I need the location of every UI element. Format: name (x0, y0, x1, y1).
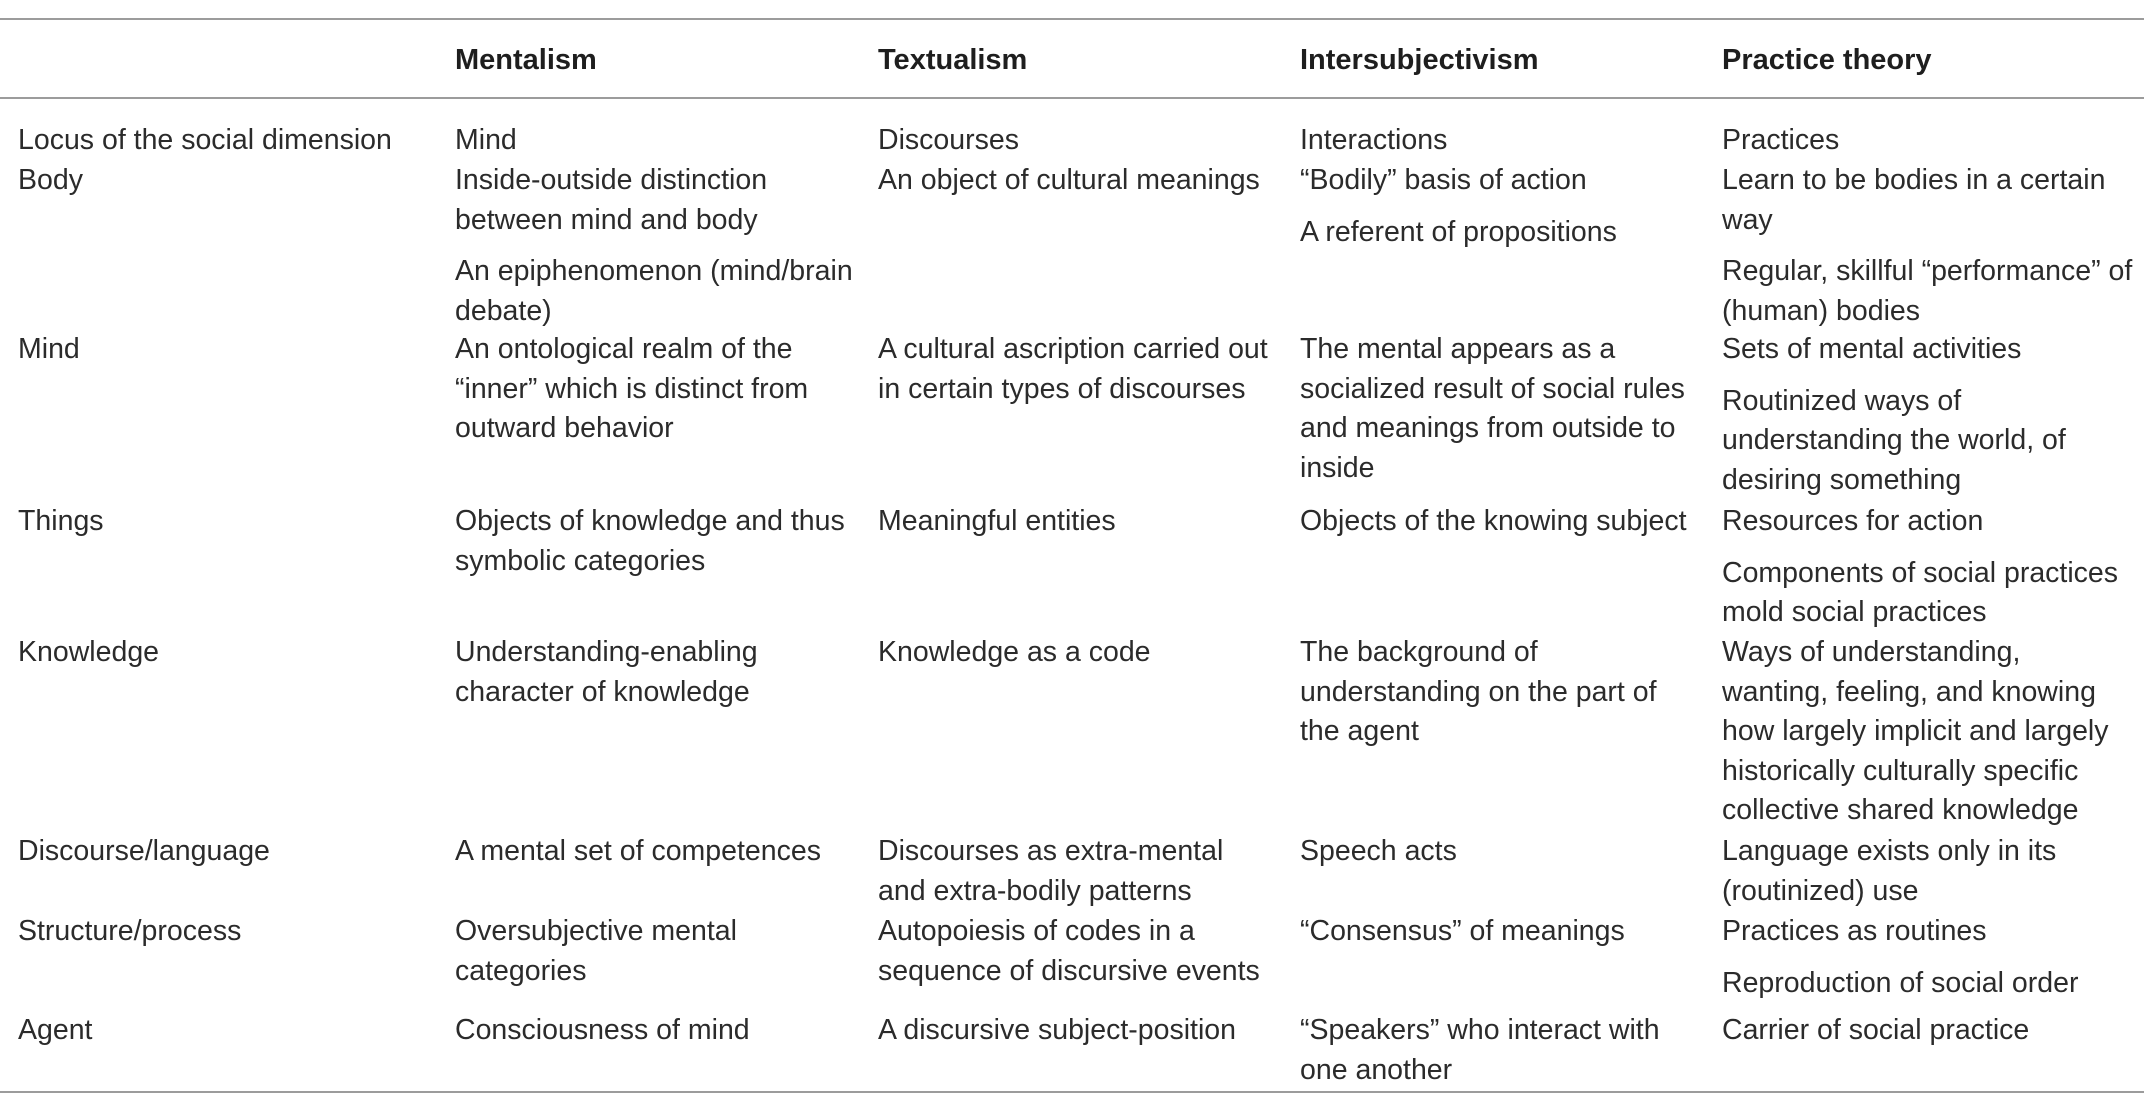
cell-text-line: between mind and body (455, 203, 758, 236)
cell-text-line: Inside-outside distinction (455, 164, 768, 196)
table-cell (878, 161, 1260, 201)
table-cell (878, 330, 1268, 409)
cell-text-line: Ways of understanding, (1722, 636, 2021, 668)
table-cell (878, 502, 1116, 542)
cell-text-line: historically culturally specific (1722, 754, 2079, 787)
table-cell (1722, 912, 2078, 1003)
cell-text-line: “Speakers” who interact with (1300, 1014, 1660, 1046)
cell-text-line: An ontological realm of the (455, 333, 793, 365)
table-cell (1300, 1011, 1660, 1090)
cell-text-line: A mental set of competences (455, 835, 821, 867)
cell-text-line: An epiphenomenon (mind/brain (455, 255, 853, 287)
cell-text-line: Objects of knowledge and thus (455, 505, 845, 537)
table-cell (1722, 832, 2056, 911)
cell-paragraph (455, 502, 845, 581)
row-label: Body (18, 164, 83, 196)
cell-paragraph (1722, 502, 2118, 542)
cell-paragraph (1722, 554, 2118, 633)
cell-text-line: “Consensus” of meanings (1300, 915, 1625, 947)
cell-paragraph (1722, 121, 1839, 161)
cell-text-line: understanding the world, of (1722, 424, 2066, 456)
cell-text-line: categories (455, 954, 587, 987)
cell-paragraph (1722, 161, 2132, 240)
table-cell (1300, 121, 1447, 161)
cell-paragraph (455, 1011, 750, 1051)
cell-text-line: Sets of mental activities (1722, 333, 2022, 365)
table-cell (1300, 633, 1657, 752)
cell-paragraph (1300, 330, 1685, 488)
table-cell (1722, 502, 2118, 633)
cell-text-line: Routinized ways of (1722, 384, 1962, 417)
header-cell-mentalism: Mentalism (455, 44, 597, 76)
cell-text-line: Objects of the knowing subject (1300, 505, 1687, 537)
cell-text-line: and meanings from outside to (1300, 412, 1676, 444)
header-cell-practice-theory: Practice theory (1722, 44, 1932, 76)
cell-text-line: sequence of discursive events (878, 954, 1260, 987)
cell-text-line: Resources for action (1722, 505, 1984, 537)
cell-paragraph (878, 1011, 1236, 1051)
cell-paragraph (455, 252, 853, 331)
row-label: Agent (18, 1014, 93, 1046)
cell-text-line: in certain types of discourses (878, 372, 1246, 405)
table-cell (878, 832, 1223, 911)
cell-text-line: Practices as routines (1722, 915, 1987, 947)
table-cell (1722, 1011, 2029, 1051)
cell-paragraph (1722, 252, 2132, 331)
cell-paragraph (1300, 502, 1687, 542)
cell-text-line: Learn to be bodies in a certain (1722, 164, 2106, 196)
cell-text-line: Reproduction of social order (1722, 966, 2079, 999)
cell-text-line: Language exists only in its (1722, 835, 2057, 867)
row-label: Structure/process (18, 915, 242, 947)
cell-text-line: Knowledge as a code (878, 636, 1151, 668)
cell-text-line: Oversubjective mental (455, 915, 737, 947)
cell-text-line: inside (1300, 451, 1375, 484)
cell-text-line: symbolic categories (455, 544, 706, 577)
cell-paragraph (455, 912, 737, 991)
cell-text-line: collective shared knowledge (1722, 794, 2079, 826)
cell-text-line: Discourses (878, 124, 1019, 156)
cell-paragraph (1722, 832, 2056, 911)
cell-text-line: (human) bodies (1722, 294, 1921, 327)
cell-text-line: way (1722, 203, 1773, 236)
cell-text-line: Meaningful entities (878, 505, 1116, 537)
table-cell (1722, 121, 1839, 161)
cell-text-line: Understanding-enabling (455, 636, 758, 668)
table-cell (455, 502, 845, 581)
cell-text-line: Discourses as extra-mental (878, 835, 1224, 867)
cell-text-line: wanting, feeling, and knowing (1722, 675, 2096, 708)
cell-paragraph (1300, 1011, 1660, 1090)
table-cell (1300, 161, 1617, 252)
cell-text-line: and extra-bodily patterns (878, 874, 1192, 907)
cell-paragraph (1722, 964, 2078, 1004)
cell-paragraph (455, 832, 821, 872)
cell-paragraph (1300, 121, 1447, 161)
table-cell (455, 161, 853, 331)
cell-paragraph (1722, 330, 2066, 370)
cell-text-line: debate) (455, 294, 552, 327)
cell-text-line: A cultural ascription carried out (878, 333, 1268, 365)
table-cell (455, 1011, 750, 1051)
table-cell (878, 1011, 1236, 1051)
top-rule (0, 18, 2144, 20)
cell-paragraph (455, 633, 758, 712)
cell-text-line: understanding on the part of (1300, 675, 1657, 708)
row-label: Mind (18, 333, 80, 365)
table-cell (1300, 832, 1457, 872)
cell-paragraph (878, 832, 1223, 911)
cell-text-line: Regular, skillful “performance” of (1722, 255, 2133, 287)
cell-text-line: (routinized) use (1722, 874, 1919, 907)
cell-text-line: how largely implicit and largely (1722, 715, 2109, 747)
cell-paragraph (878, 502, 1116, 542)
cell-text-line: “inner” which is distinct from (455, 372, 809, 405)
table-cell (1722, 161, 2132, 331)
table-cell (1300, 912, 1625, 952)
table-cell (455, 832, 821, 872)
cell-paragraph (1300, 912, 1625, 952)
header-cell-intersubjectivism: Intersubjectivism (1300, 44, 1539, 76)
cell-paragraph (878, 912, 1260, 991)
cell-paragraph (1300, 832, 1457, 872)
table-cell (878, 121, 1019, 161)
cell-paragraph (878, 121, 1019, 161)
table-cell (455, 912, 737, 991)
table-cell (455, 121, 517, 161)
header-rule (0, 97, 2144, 99)
cell-paragraph (878, 330, 1268, 409)
row-label: Locus of the social dimension (18, 124, 392, 156)
cell-text-line: Interactions (1300, 124, 1448, 156)
row-label: Discourse/language (18, 835, 270, 867)
cell-paragraph (1722, 1011, 2029, 1051)
cell-text-line: socialized result of social rules (1300, 372, 1685, 405)
cell-text-line: “Bodily” basis of action (1300, 164, 1587, 196)
table-cell (455, 633, 758, 712)
table-cell (1300, 330, 1685, 488)
header-cell-textualism: Textualism (878, 44, 1028, 76)
cell-paragraph (1722, 912, 2078, 952)
cell-paragraph (455, 121, 517, 161)
row-label: Knowledge (18, 636, 160, 668)
cell-paragraph (1722, 633, 2109, 831)
cell-text-line: The mental appears as a (1300, 333, 1616, 365)
cell-text-line: Practices (1722, 124, 1840, 156)
cell-paragraph (1300, 633, 1657, 752)
cell-paragraph (455, 161, 853, 240)
cell-paragraph (878, 161, 1260, 201)
cell-paragraph (878, 633, 1151, 673)
cell-paragraph (1300, 161, 1617, 201)
cell-text-line: character of knowledge (455, 675, 750, 708)
cell-text-line: A discursive subject-position (878, 1014, 1237, 1046)
cell-paragraph (455, 330, 808, 449)
row-label: Things (18, 505, 104, 537)
cell-text-line: desiring something (1722, 463, 1962, 496)
cell-text-line: Consciousness of mind (455, 1014, 750, 1046)
table-cell (1300, 502, 1687, 542)
cell-text-line: the agent (1300, 715, 1419, 747)
bottom-rule (0, 1091, 2144, 1093)
cell-text-line: The background of (1300, 636, 1538, 668)
cell-text-line: An object of cultural meanings (878, 164, 1260, 196)
cell-text-line: Mind (455, 124, 517, 156)
cell-text-line: Autopoiesis of codes in a (878, 915, 1195, 947)
cell-text-line: A referent of propositions (1300, 215, 1617, 248)
table-cell (455, 330, 808, 449)
cell-text-line: Components of social practices (1722, 556, 2119, 589)
cell-text-line: Speech acts (1300, 835, 1457, 867)
cell-paragraph (1722, 382, 2066, 501)
cell-text-line: one another (1300, 1053, 1453, 1086)
table-cell (1722, 330, 2066, 500)
cell-paragraph (1300, 213, 1617, 253)
table-cell (1722, 633, 2109, 831)
table-cell (878, 633, 1151, 673)
cell-text-line: Carrier of social practice (1722, 1014, 2030, 1046)
cell-text-line: mold social practices (1722, 596, 1987, 628)
cell-text-line: outward behavior (455, 412, 674, 444)
table-cell (878, 912, 1260, 991)
